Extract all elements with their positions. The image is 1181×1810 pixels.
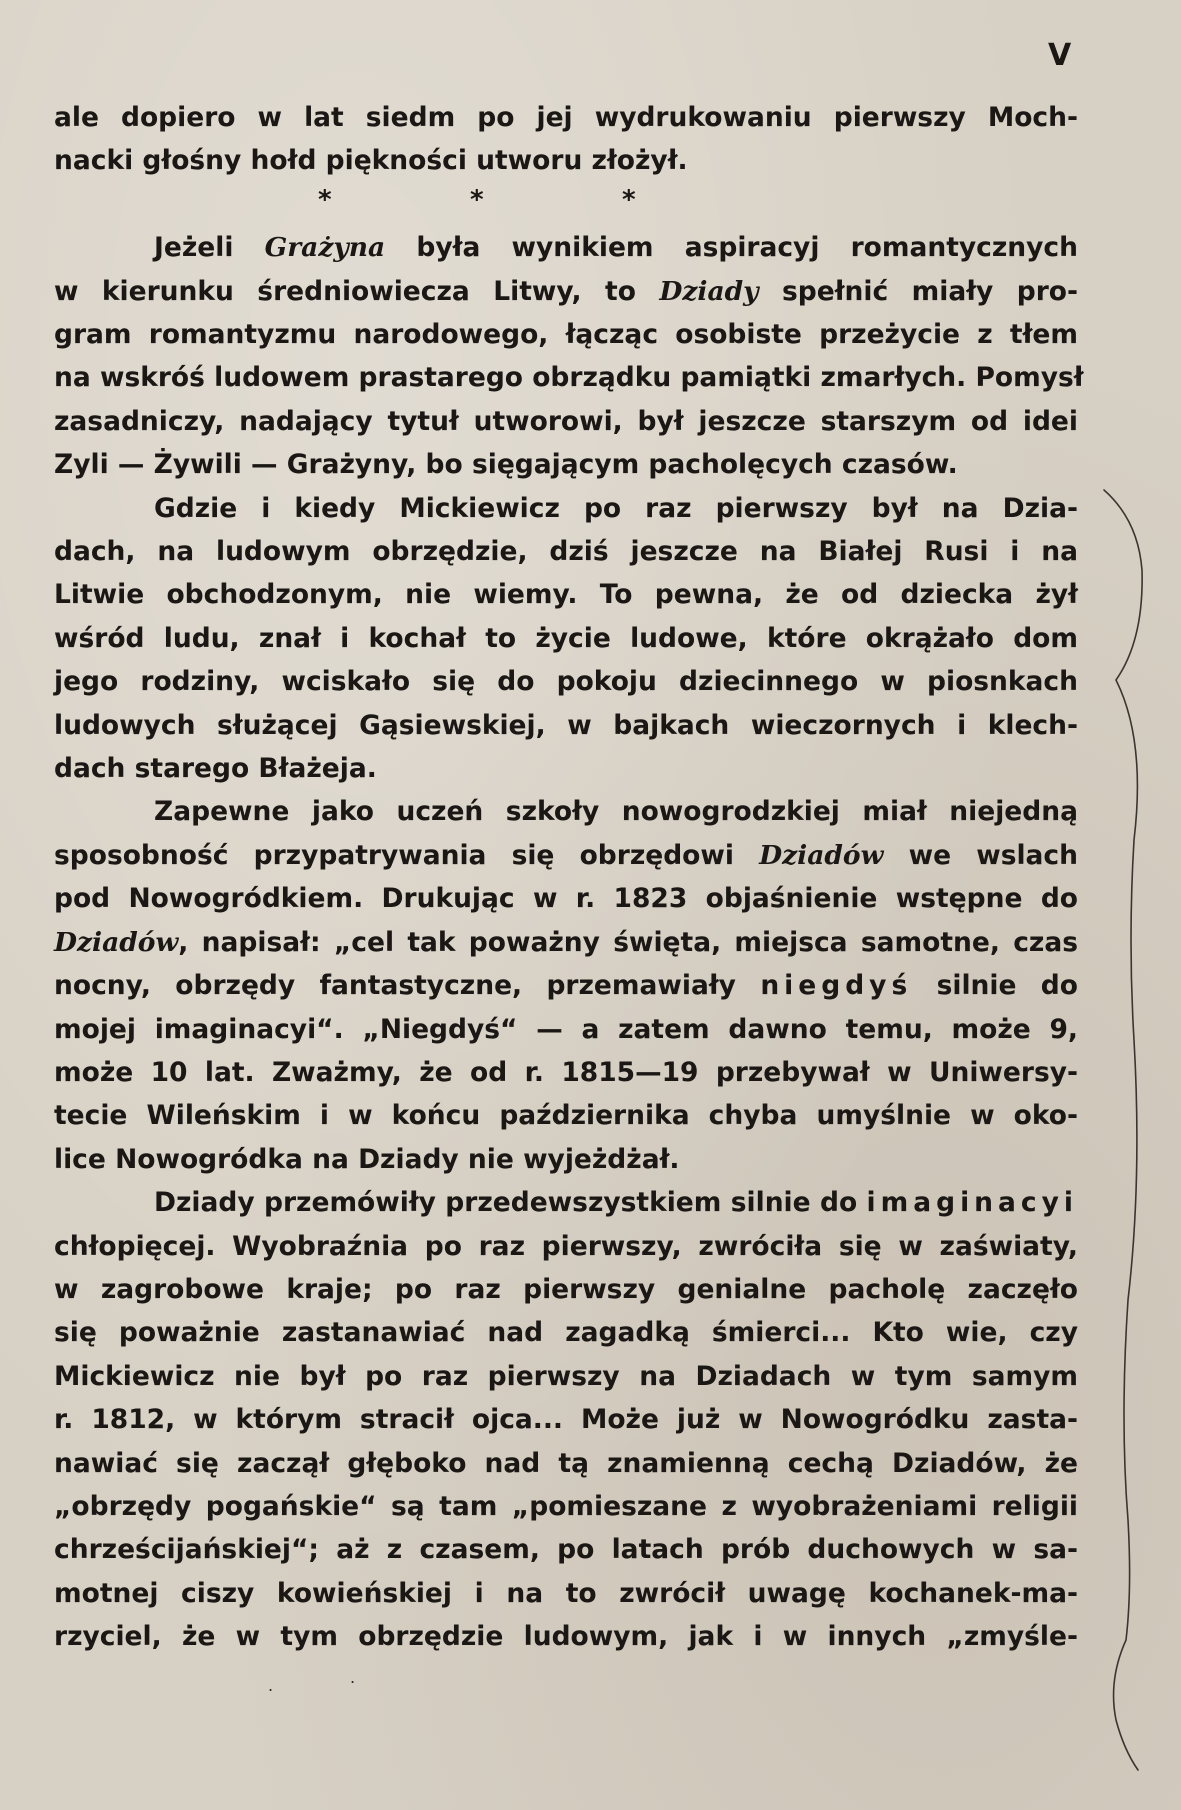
text-segment: tecie Wileńskim i w końcu października chyba umyślnie w oko- (54, 1100, 1078, 1132)
text-segment: sposobność przypatrywania się obrzędowi (54, 839, 760, 871)
text-segment: dach starego Błażeja. (54, 753, 377, 785)
italic-title: Dziady (659, 275, 759, 307)
text-segment: w kierunku średniowiecza Litwy, to (54, 275, 660, 307)
text-segment: ale dopiero w lat siedm po jej wydrukowaniu pierwszy Moch- (54, 102, 1078, 133)
text-segment: chrześcijańskiej“; aż z czasem, po latach prób duchowych w sa- (54, 1534, 1078, 1566)
text-line (54, 400, 1078, 443)
text-segment: rzyciel, że w tym obrzędzie ludowym, jak i w innych „zmyśle- (54, 1621, 1078, 1653)
text-line (54, 1442, 1078, 1485)
body-text (54, 96, 1084, 1659)
text-segment: chłopięcej. Wyobraźnia po raz pierwszy, zwróciła się w zaświaty, (54, 1230, 1078, 1262)
text-segment: dach, na ludowym obrzędzie, dziś jeszcze na Białej Rusi i na (54, 536, 1078, 568)
text-line (54, 487, 1078, 530)
text-line (54, 877, 1078, 920)
text-line (54, 1181, 1078, 1224)
text-segment: nocny, obrzędy fantastyczne, przemawiały (54, 970, 761, 1002)
section-separator (54, 183, 1078, 226)
text-segment: na wskróś ludowem prastarego obrządku pamiątki zmarłych. Pomysł (54, 362, 1084, 394)
text-segment: Gdzie i kiedy Mickiewicz po raz pierwszy był na Dzia- (154, 492, 1078, 524)
text-line (54, 139, 1078, 182)
text-segment: Zapewne jako uczeń szkoły nowogrodzkiej miał niejedną (154, 796, 1078, 828)
stray-dot: . (268, 1676, 274, 1695)
text-line (54, 704, 1078, 747)
text-segment: była wynikiem aspiracyj romantycznych (385, 232, 1079, 264)
text-line (54, 1268, 1078, 1311)
text-line (54, 1008, 1078, 1051)
text-segment: może 10 lat. Zważmy, że od r. 1815—19 przebywał w Uniwersy- (54, 1056, 1078, 1088)
margin-bracket-mark (1098, 480, 1168, 1780)
text-line (54, 96, 1078, 139)
text-line (54, 1615, 1078, 1658)
spaced-emphasis: imaginacyi (866, 1187, 1078, 1219)
text-line (54, 573, 1078, 616)
text-line (54, 443, 1078, 486)
text-segment: jego rodziny, wciskało się do pokoju dziecinnego w piosnkach (54, 666, 1078, 698)
text-line (54, 1398, 1078, 1441)
text-line (54, 660, 1078, 703)
text-segment: się poważnie zastanawiać nad zagadką śmierci... Kto wie, czy (54, 1317, 1078, 1349)
text-line (54, 617, 1078, 660)
text-line (54, 1138, 1078, 1181)
text-line (54, 313, 1078, 356)
text-segment: motnej ciszy kowieńskiej i na to zwrócił uwagę kochanek-ma- (54, 1577, 1078, 1609)
text-line (54, 270, 1078, 313)
text-segment: w zagrobowe kraje; po raz pierwszy genialne pacholę zaczęło (54, 1273, 1078, 1305)
text-line (54, 356, 1084, 399)
text-line (54, 1355, 1078, 1398)
text-segment: lice Nowogródka na Dziady nie wyjeżdżał. (54, 1143, 680, 1175)
text-line (54, 1485, 1078, 1528)
text-segment: mojej imaginacyi“. „Niegdyś“ — a zatem dawno temu, może 9, (54, 1013, 1078, 1045)
text-segment: nawiać się zaczął głęboko nad tą znamienną cechą Dziadów, że (54, 1447, 1078, 1479)
text-segment: „obrzędy pogańskie“ są tam „pomieszane z wyobrażeniami religii (54, 1490, 1078, 1522)
text-segment: zasadniczy, nadający tytuł utworowi, był jeszcze starszym od idei (54, 405, 1078, 437)
asterisk: * (622, 184, 636, 215)
text-segment: we wslach (883, 839, 1079, 871)
text-segment: pod Nowogródkiem. Drukując w r. 1823 objaśnienie wstępne do (54, 883, 1078, 915)
italic-title: Grażyna (264, 232, 386, 264)
text-segment: spełnić miały pro- (758, 275, 1078, 307)
text-line (54, 834, 1078, 877)
text-line (54, 790, 1078, 833)
italic-title: Dziadów (759, 839, 884, 871)
text-line (54, 1225, 1078, 1268)
text-line (54, 530, 1078, 573)
text-segment: gram romantyzmu narodowego, łącząc osobiste przeżycie z tłem (54, 319, 1078, 351)
text-segment: Litwie obchodzonym, nie wiemy. To pewna, że od dziecka żył (54, 579, 1078, 611)
asterisk: * (318, 184, 332, 215)
spaced-emphasis: niegdyś (760, 970, 913, 1002)
text-segment: Mickiewicz nie był po raz pierwszy na Dziadach w tym samym (54, 1360, 1078, 1392)
text-line (54, 1094, 1078, 1137)
text-line (54, 1311, 1078, 1354)
asterisk: * (470, 184, 484, 215)
text-segment: , napisał: „cel tak poważny święta, miejsca samotne, czas (178, 926, 1078, 958)
text-line (54, 1528, 1078, 1571)
text-segment: Jeżeli (154, 232, 265, 264)
text-segment: r. 1812, w którym stracił ojca... Może już w Nowogródku zasta- (54, 1404, 1078, 1436)
text-segment: Dziady przemówiły przedewszystkiem silnie do (154, 1187, 867, 1219)
text-segment: ludowych służącej Gąsiewskiej, w bajkach wieczornych i klech- (54, 709, 1078, 741)
text-line (54, 747, 1078, 790)
italic-title: Dziadów (54, 926, 179, 958)
text-segment: nacki głośny hołd piękności utworu złożył. (54, 145, 688, 177)
text-line (54, 1051, 1078, 1094)
text-segment: silnie do (912, 970, 1078, 1002)
text-line (54, 1572, 1078, 1615)
text-line (54, 964, 1078, 1007)
text-segment: Zyli — Żywili — Grażyny, bo sięgającym pacholęcych czasów. (54, 449, 958, 481)
text-line (54, 921, 1078, 964)
text-segment: wśród ludu, znał i kochał to życie ludowe, które okrążało dom (54, 622, 1078, 654)
stray-dot: . (350, 1668, 356, 1687)
page-number: V (1048, 38, 1073, 73)
text-line (54, 226, 1078, 269)
